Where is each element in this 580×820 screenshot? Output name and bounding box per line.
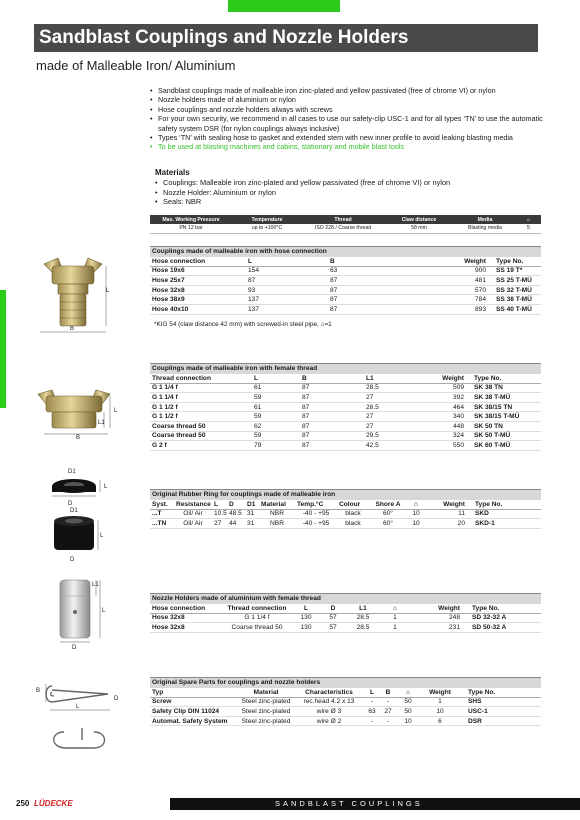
cell: SS 38 T-MÜ <box>488 295 541 305</box>
col-header: L <box>364 688 380 698</box>
spare-parts-table <box>150 677 541 726</box>
table-row <box>150 266 541 276</box>
cell: G 1 1/2 f <box>150 402 252 412</box>
cell: -40 - +95 <box>295 519 337 529</box>
cell: 392 <box>412 393 466 403</box>
cell: 61 <box>252 402 300 412</box>
table-row <box>150 431 541 441</box>
cell: 1 <box>380 613 410 623</box>
spec-cell: 58 mm <box>384 224 454 233</box>
cell: SHS <box>460 697 541 707</box>
cell: 87 <box>328 295 410 305</box>
cell: -40 - +95 <box>295 509 337 519</box>
cell: SK 60 T-MÜ <box>466 441 541 451</box>
col-header: Material <box>238 688 294 698</box>
cell: Hose 38x9 <box>150 295 246 305</box>
cell: Hose 32x8 <box>150 285 246 295</box>
cell: 10.5 <box>214 510 227 518</box>
cell: 1 <box>380 623 410 633</box>
col-header: L <box>246 257 328 267</box>
cell: 87 <box>300 393 364 403</box>
title-bar <box>34 24 538 52</box>
dim-label-l1: L1 <box>98 420 105 426</box>
cell: black <box>337 509 369 519</box>
cell: - <box>364 716 380 726</box>
col-header: Typ <box>150 688 238 698</box>
cell: 93 <box>246 285 328 295</box>
cell: 324 <box>412 431 466 441</box>
cell: 87 <box>300 383 364 393</box>
spec-cell: up to +100°C <box>232 224 302 233</box>
female-coupling-table <box>150 363 541 451</box>
cell: - <box>364 697 380 707</box>
col-header: Hose connection <box>150 604 222 614</box>
dim-label-b: B <box>76 435 81 441</box>
cell: USC-1 <box>460 707 541 717</box>
cell: 57 <box>320 623 346 633</box>
cell: Coarse thread 50 <box>222 623 292 633</box>
cell: G 1 1/4 f <box>150 383 252 393</box>
table-row <box>150 697 541 707</box>
spec-cell: Blasting media <box>454 224 516 233</box>
dim-label-l: L <box>104 484 108 490</box>
table-row <box>150 412 541 422</box>
cell: 900 <box>410 266 488 276</box>
col-header: Weight <box>410 257 488 267</box>
spec-cell: 5 <box>516 224 541 233</box>
cell: 248 <box>410 613 462 623</box>
cell: 87 <box>300 421 364 431</box>
cell: 27 <box>380 707 396 717</box>
cell: 27 <box>364 393 412 403</box>
table-caption: Couplings made of malleable iron with hose connection <box>150 247 541 257</box>
cell: 87 <box>300 402 364 412</box>
cell: 10 <box>420 707 460 717</box>
cell: G 1 1/2 f <box>150 412 252 422</box>
cell: 464 <box>412 402 466 412</box>
intro-item: • Types ‘TN’ with sealing hose to gasket and extended stem with new inner profile to avoid leaking blasting media <box>150 133 545 142</box>
col-header: Weight <box>410 604 462 614</box>
col-header: Weight <box>420 688 460 698</box>
spec-header: Media <box>454 215 516 224</box>
cell: ...T <box>150 509 174 519</box>
cell: 59 <box>252 393 300 403</box>
table-row <box>150 295 541 305</box>
col-header: Resistance <box>176 500 211 508</box>
cell: 87 <box>246 276 328 286</box>
cell: Steel zinc-plated <box>238 707 294 717</box>
brand-logo: LÜDECKE <box>34 799 73 808</box>
dim-label-d1: D1 <box>70 508 78 514</box>
cell: 10 <box>407 509 425 519</box>
cell: SKD-1 <box>467 519 541 529</box>
package-icon: ⌂ <box>380 604 410 614</box>
cell: 60° <box>369 509 407 519</box>
col-header: Type No. <box>488 257 541 267</box>
dim-label-b: B <box>70 326 75 332</box>
col-header: D <box>320 604 346 614</box>
col-header: Type No. <box>460 688 541 698</box>
section-title: SANDBLAST COUPLINGS <box>275 799 423 808</box>
col-header: Temp.°C <box>295 500 337 510</box>
table-row <box>150 509 541 519</box>
female-coupling-image <box>34 388 124 440</box>
cell: 28.5 <box>346 623 380 633</box>
table-row <box>150 519 541 529</box>
table-caption: Original Rubber Ring for couplings made of malleable iron <box>150 490 541 500</box>
cell: 137 <box>246 295 328 305</box>
top-accent-tab <box>228 0 340 12</box>
dim-label-d: D <box>70 557 75 563</box>
table-row <box>150 707 541 717</box>
table-caption: Couplings made of malleable iron with female thread <box>150 364 541 374</box>
section-bar <box>170 798 580 810</box>
rubber-ring-tn-image <box>50 514 102 556</box>
page-subtitle: made of Malleable Iron/ Aluminium <box>36 58 236 73</box>
cell: 231 <box>410 623 462 633</box>
cell: SK 38 T-MÜ <box>466 393 541 403</box>
cell: 570 <box>410 285 488 295</box>
cell: 550 <box>412 441 466 451</box>
table-row <box>150 716 541 726</box>
dim-label-d: D <box>114 696 119 702</box>
cell: 10 <box>407 519 425 529</box>
table-row <box>150 393 541 403</box>
nozzle-holder-table <box>150 593 541 633</box>
table-row <box>150 402 541 412</box>
cell: SS 19 T* <box>488 266 541 276</box>
col-header: Material <box>259 500 295 510</box>
cell: SD 32-32 A <box>462 613 541 623</box>
cell: 154 <box>246 266 328 276</box>
package-icon: ⌂ <box>407 500 425 510</box>
cell: DSR <box>460 716 541 726</box>
cell: SS 32 T-MÜ <box>488 285 541 295</box>
intro-item-highlight: • To be used at blasting machines and cabins, stationary and mobile blast tools <box>150 142 545 151</box>
cell: 42.5 <box>364 441 412 451</box>
spec-header: Max. Working Pressure <box>150 215 232 224</box>
col-header: D <box>227 500 245 510</box>
cell: 48.5 <box>227 509 245 519</box>
col-header: B <box>300 374 364 384</box>
cell: wire Ø 3 <box>294 707 364 717</box>
page-footer <box>0 798 580 811</box>
table-row <box>150 276 541 286</box>
dim-label-d: D <box>68 501 73 507</box>
cell: 448 <box>412 421 466 431</box>
cell: 87 <box>328 304 410 314</box>
footnote: *KIG 54 (claw distance 42 mm) with screwed-in steel pipe, ⌂=1 <box>154 321 332 328</box>
rubber-ring-table <box>150 489 541 529</box>
dim-label-l: L <box>100 533 104 539</box>
cell: SS 40 T-MÜ <box>488 304 541 314</box>
col-header: L1 <box>364 374 412 384</box>
cell: 87 <box>328 276 410 286</box>
col-header: D1 <box>245 500 259 510</box>
col-header: L1 <box>346 604 380 614</box>
cell: rec.head 4.2 x 13 <box>294 697 364 707</box>
spec-header: Claw distance <box>384 215 454 224</box>
intro-list <box>150 86 545 152</box>
cell: 893 <box>410 304 488 314</box>
cell: 28.5 <box>364 383 412 393</box>
col-header: Weight <box>412 374 466 384</box>
dim-label-l: L <box>102 608 106 614</box>
col-header: Characteristics <box>294 688 364 698</box>
cell: G 1 1/4 f <box>150 393 252 403</box>
cell: 59 <box>252 431 300 441</box>
cell: 50 <box>396 707 420 717</box>
col-header: Type No. <box>467 500 541 510</box>
cell: SK 50 TN <box>466 421 541 431</box>
materials-item: • Seals: NBR <box>155 197 545 206</box>
cell: 60° <box>369 519 407 529</box>
col-header: Weight <box>425 500 467 510</box>
cell: 61 <box>252 383 300 393</box>
dim-label-d: D <box>72 645 77 651</box>
cell: 87 <box>328 285 410 295</box>
table-row <box>150 613 541 623</box>
cell: 11 <box>425 509 467 519</box>
cell: 130 <box>292 613 320 623</box>
col-header: Shore A <box>369 500 407 510</box>
page-number: 250 <box>16 799 30 808</box>
col-header: Colour <box>337 500 369 510</box>
cell: 340 <box>412 412 466 422</box>
materials-item: • Couplings: Malleable iron zinc-plated and yellow passivated (free of chrome VI) or nylon <box>155 178 545 187</box>
intro-item: • Hose couplings and nozzle holders always with screws <box>150 105 545 114</box>
cell: 130 <box>292 623 320 633</box>
dim-label-l: L <box>114 408 118 414</box>
rubber-ring-t-image <box>48 476 108 500</box>
cell: Hose 25x7 <box>150 276 246 286</box>
cell: 63 <box>364 707 380 717</box>
cell: wire Ø 2 <box>294 716 364 726</box>
col-header: L <box>292 604 320 614</box>
dim-label-l: L <box>106 288 110 294</box>
col-header: B <box>328 257 410 267</box>
col-header: Thread connection <box>150 374 252 384</box>
intro-item: • Nozzle holders made of aluminium or nylon <box>150 95 545 104</box>
cell: ...TN <box>150 519 174 529</box>
cell: 44 <box>227 519 245 529</box>
spec-cell: PN 12 bar <box>150 224 232 233</box>
cell: 6 <box>420 716 460 726</box>
materials-heading: Materials <box>155 168 190 177</box>
cell: 784 <box>410 295 488 305</box>
cell: 28.5 <box>364 402 412 412</box>
table-row <box>150 285 541 295</box>
cell: 62 <box>252 421 300 431</box>
side-accent-tab <box>0 290 6 408</box>
cell: 29.5 <box>364 431 412 441</box>
cell: 27 <box>364 412 412 422</box>
col-header: L <box>252 374 300 384</box>
cell: Safety Clip DIN 11024 <box>150 707 238 717</box>
col-header: L <box>212 500 227 510</box>
cell: Screw <box>150 697 238 707</box>
cell: SK 38 TN <box>466 383 541 393</box>
spec-header: Temperature <box>232 215 302 224</box>
cell: NBR <box>259 519 295 529</box>
page-title: Sandblast Couplings and Nozzle Holders <box>39 27 409 48</box>
spec-header: Thread <box>302 215 384 224</box>
table-row <box>150 383 541 393</box>
table-row <box>150 441 541 451</box>
dim-label-d1: D1 <box>68 469 76 475</box>
table-row <box>150 304 541 314</box>
cell: 63 <box>328 266 410 276</box>
spec-table <box>150 215 541 234</box>
cell: 87 <box>300 441 364 451</box>
materials-section <box>155 168 545 207</box>
hose-coupling-table <box>150 246 541 315</box>
cell: 27 <box>364 421 412 431</box>
cell: SD 50-32 A <box>462 623 541 633</box>
cell: SKD <box>467 509 541 519</box>
hose-coupling-image <box>36 254 120 334</box>
cell: 31 <box>245 519 259 529</box>
cell: 79 <box>252 441 300 451</box>
cell: 59 <box>252 412 300 422</box>
table-row <box>150 421 541 431</box>
package-icon: ⌂ <box>516 215 541 224</box>
materials-item: • Nozzle Holder: Aluminium or nylon <box>155 188 545 197</box>
cell: 87 <box>300 431 364 441</box>
cell: black <box>337 519 369 529</box>
cell: 509 <box>412 383 466 393</box>
cell: 50 <box>396 697 420 707</box>
intro-item: • For your own security, we recommend in all cases to use our safety-clip USC-1 and for all types ‘TN’ to use the automatic safety system DSR (for nylon couplings always inclusive) <box>150 114 545 133</box>
cell: 87 <box>300 412 364 422</box>
cell: Coarse thread 50 <box>150 431 252 441</box>
nozzle-holder-image <box>56 576 116 646</box>
cell: Automat. Safety System <box>150 716 238 726</box>
cell: Coarse thread 50 <box>150 421 252 431</box>
col-header: Type No. <box>462 604 541 614</box>
col-header: Type No. <box>466 374 541 384</box>
cell: Hose 32x8 <box>150 623 222 633</box>
cell: Hose 40x10 <box>150 304 246 314</box>
cell: Hose 19x6 <box>150 266 246 276</box>
cell: Steel zinc-plated <box>238 697 294 707</box>
intro-item: • Sandblast couplings made of malleable iron zinc-plated and yellow passivated (free of chrome VI) or nylon <box>150 86 545 95</box>
cell: SS 25 T-MÜ <box>488 276 541 286</box>
col-header: Syst. <box>150 500 174 510</box>
col-header: Thread connection <box>222 604 292 614</box>
table-caption: Nozzle Holders made of aluminium with female thread <box>150 594 541 604</box>
cell: SK 38/15 T-MÜ <box>466 412 541 422</box>
cell: 481 <box>410 276 488 286</box>
cell: 20 <box>425 519 467 529</box>
dim-label-b: B <box>36 688 41 694</box>
cell: 57 <box>320 613 346 623</box>
cell: 27 <box>212 519 227 529</box>
cell: - <box>380 716 396 726</box>
col-header: Hose connection <box>150 257 246 267</box>
cell: G 1 1/4 f <box>222 613 292 623</box>
cell: SK 50 T-MÜ <box>466 431 541 441</box>
cell: Oil/ Air <box>174 519 212 529</box>
cell: G 2 f <box>150 441 252 451</box>
dim-label-l: L <box>76 704 80 710</box>
cell: 28.5 <box>346 613 380 623</box>
cell: SK 38/15 TN <box>466 402 541 412</box>
table-caption: Original Spare Parts for couplings and nozzle holders <box>150 678 541 688</box>
cell: 10 <box>396 716 420 726</box>
cell: Oil/ Air <box>174 509 212 519</box>
cell: NBR <box>259 509 295 519</box>
spec-cell: ISO 228 / Coarse thread <box>302 224 384 233</box>
cell: Hose 32x8 <box>150 613 222 623</box>
cell: 137 <box>246 304 328 314</box>
cell: Steel zinc-plated <box>238 716 294 726</box>
table-row <box>150 623 541 633</box>
col-header: B <box>380 688 396 698</box>
cell: 31 <box>245 509 259 519</box>
package-icon: ⌂ <box>396 688 420 698</box>
cell: 1 <box>420 697 460 707</box>
dim-label-l1: L1 <box>92 582 99 588</box>
cell: - <box>380 697 396 707</box>
safety-clip-image <box>42 680 126 754</box>
